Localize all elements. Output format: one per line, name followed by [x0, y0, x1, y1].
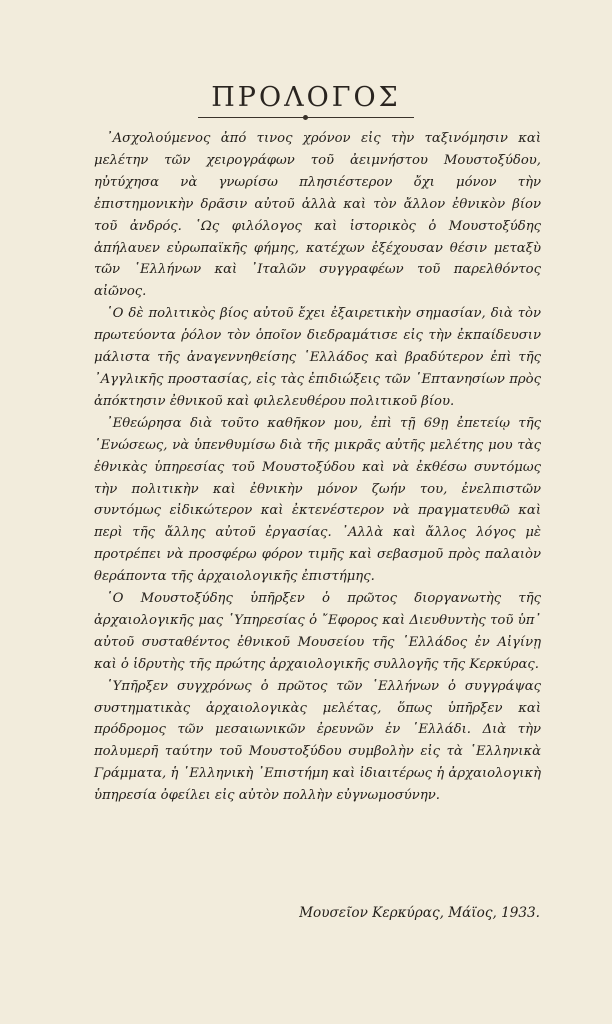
signature-line: Μουσεῖον Κερκύρας, Μάϊος, 1933.: [299, 905, 540, 921]
preface-body: [94, 128, 541, 807]
ornament-dot: [303, 115, 308, 120]
page-title: ΠΡΟΛΟΓΟΣ: [211, 82, 401, 113]
title-ornament-rule: [198, 115, 414, 121]
paragraph: ᾽Εθεώρησα διὰ τοῦτο καθῆκον μου, ἐπὶ τῇ 69ῃ ἐπετείῳ τῆς ῾Ενώσεως, νὰ ὑπενθυμίσω διὰ τῆς μικρᾶς αὐτῆς μελέτης μου τὰς ἐθνικὰς ὑπηρεσίας τοῦ Μουστοξύδου καὶ νὰ ἐκθέσω συντόμως τὴν πολιτικὴν καὶ ἐθνικὴν μόνον ζωήν του, ἐνελπιστῶν συντόμως εἰδικώτερον καὶ ἐκτενέστερον νὰ πραγματευθῶ καὶ περὶ τῆς ἄλλης αὐτοῦ ἐργασίας. ᾽Αλλὰ καὶ ἄλλος λόγος μὲ προτρέπει νὰ προσφέρω φόρον τιμῆς καὶ σεβασμοῦ πρὸς παλαιὸν θεράποντα τῆς ἀρχαιολογικῆς ἐπιστήμης.: [94, 415, 541, 585]
paragraph: ᾽Ασχολούμενος ἀπό τινος χρόνον εἰς τὴν ταξινόμησιν καὶ μελέτην τῶν χειρογράφων τοῦ ἀειμνήστου Μουστοξύδου, ηὐτύχησα νὰ γνωρίσω πλησιέστερον ὄχι μόνον τὴν ἐπιστημονικὴν δρᾶσιν αὐτοῦ ἀλλὰ καὶ τὸν ἄλλον ἐθνικὸν βίον τοῦ ἀνδρός. ῾Ως φιλόλογος καὶ ἱστορικὸς ὁ Μουστοξύδης ἀπήλαυεν εὐρωπαϊκῆς φήμης, κατέχων ἐξέχουσαν θέσιν μεταξὺ τῶν ῾Ελλήνων καὶ ᾽Ιταλῶν συγγραφέων τοῦ παρελθόντος αἰῶνος.: [94, 131, 541, 300]
paragraph: ῾Ο Μουστοξύδης ὑπῆρξεν ὁ πρῶτος διοργανωτὴς τῆς ἀρχαιολογικῆς μας ῾Υπηρεσίας ὁ ῎Εφορος καὶ Διευθυντὴς τοῦ ὑπ᾽ αὐτοῦ συσταθέντος ἐθνικοῦ Μουσείου τῆς ῾Ελλάδος ἐν Αἰγίνῃ καὶ ὁ ἱδρυτὴς τῆς πρώτης ἀρχαιολογικῆς συλλογῆς τῆς Κερκύρας.: [94, 591, 541, 672]
paragraph: ῾Υπῆρξεν συγχρόνως ὁ πρῶτος τῶν ῾Ελλήνων ὁ συγγράψας συστηματικὰς ἀρχαιολογικὰς μελέτας, ὅπως ὑπῆρξεν καὶ πρόδρομος τῶν μεσαιωνικῶν ἐρευνῶν ἐν ῾Ελλάδι. Διὰ τὴν πολυμερῆ ταύτην τοῦ Μουστοξύδου συμβολὴν εἰς τὰ ῾Ελληνικὰ Γράμματα, ἡ ῾Ελληνικὴ ᾽Επιστήμη καὶ ἰδιαιτέρως ἡ ἀρχαιολογικὴ ὑπηρεσία ὀφείλει εἰς αὐτὸν πολλὴν εὐγνωμοσύνην.: [94, 678, 541, 804]
paragraph: ῾Ο δὲ πολιτικὸς βίος αὐτοῦ ἔχει ἐξαιρετικὴν σημασίαν, διὰ τὸν πρωτεύοντα ῥόλον τὸν ὁποῖον διεδραμάτισε εἰς τὴν ἐκπαίδευσιν μάλιστα τῆς ἀναγεννηθείσης ῾Ελλάδος καὶ βραδύτερον ἐπὶ τῆς ᾽Αγγλικῆς προστασίας, εἰς τὰς ἐπιδιώξεις τῶν ῾Επτανησίων πρὸς ἀπόκτησιν ἐθνικοῦ καὶ φιλελευθέρου πολιτικοῦ βίου.: [94, 306, 541, 409]
